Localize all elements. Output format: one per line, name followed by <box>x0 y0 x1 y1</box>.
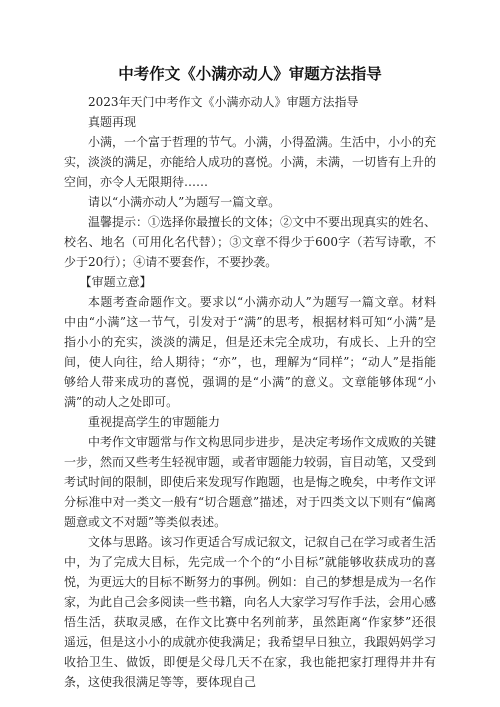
paragraph-genre: 文体与思路。该习作更适合写成记叙文，记叙自己在学习或者生活中，为了完成大目标，先完成一个个的“小目标”就能够收获成功的喜悦，为更远大的目标不断努力的事例。例如：自己的梦想是成为一名作家，为此自己会多阅读一些书籍，向名人大家学习写作手法，会用心感悟生活，获取灵感，在作文比赛中名列前茅，虽然距离“作家梦”还很遥远，但是这小小的成就亦使我满足；我希望早日独立，我跟妈妈学习收拾卫生、做饭，即便是父母几天不在家，我也能把家打理得井井有条，这使我很满足等等，要体现自己 <box>64 535 437 689</box>
paragraph-intro: 小满，一个富于哲理的节气。小满，小得盈满。生活中，小小的充实，淡淡的满足，亦能给人成功的喜悦。小满，未满，一切皆有上升的空间，亦令人无限期待…… <box>64 135 437 189</box>
section-heading-skill: 重视提高学生的审题能力 <box>88 415 221 429</box>
paragraph-analysis: 本题考查命题作文。要求以“小满亦动人”为题写一篇文章。材料中由“小满”这一节气，引发对于“满”的思考，根据材料可知“小满”是指小小的充实，淡淡的满足，但是还未完全成功，有成长、上升的空间，使人向往，给人期待；“亦”，也，理解为“同样”；“动人”是指能够给人带来成功的喜悦，强调的是“小满”的意义。文章能够体现“小满”的动人之处即可。 <box>64 295 436 409</box>
paragraph-prompt: 请以“小满亦动人”为题写一篇文章。 <box>88 195 281 209</box>
paragraph-tips: 温馨提示：①选择你最擅长的文体；②文中不要出现真实的姓名、校名、地名（可用化名代替）；③文章不得少于600字（若写诗歌，不少于20行）；④请不要套作，不要抄袭。 <box>64 215 437 269</box>
document-subtitle: 2023年天门中考作文《小满亦动人》审题方法指导 <box>88 95 359 109</box>
document-title: 中考作文《小满亦动人》审题方法指导 <box>118 65 382 83</box>
section-heading-analysis: 【审题立意】 <box>79 275 152 289</box>
section-heading-real-question: 真题再现 <box>88 115 137 129</box>
paragraph-skill: 中考作文审题常与作文构思同步进步，是决定考场作文成败的关键一步，然而又些考生轻视审题，或者审题能力较弱，盲目动笔，又受到考试时间的限制，即使后来发现写作跑题，也是悔之晚矣，中考作文评分标准中对一类文一般有“切合题意”描述，对于四类文以下则有“偏离题意或文不对题”等类似表述。 <box>64 435 437 529</box>
